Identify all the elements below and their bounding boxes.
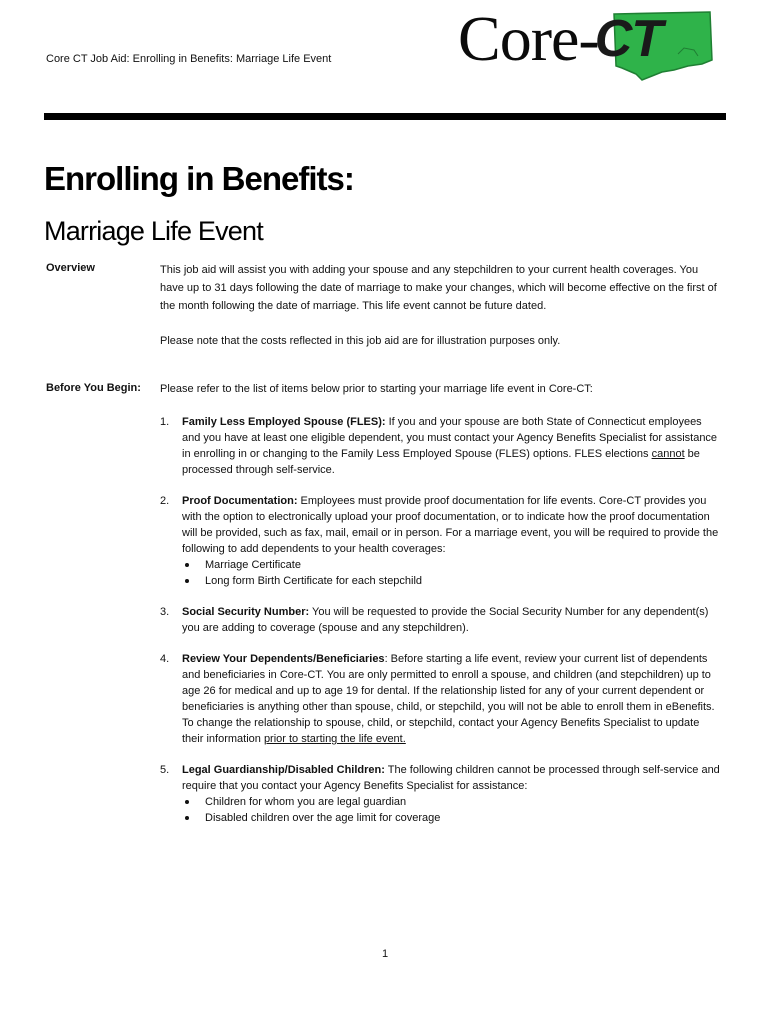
item-text: : Before starting a life event, review your current list of dependents and beneficiaries in Core-CT. You are only permitted to enroll a spouse, and children (and stepchildren) up to age 26 for medical and up to age 19 for dental. If the relationship listed for any of your current dependent or beneficiaries is anything other than spouse, child, or stepchild, you will not be able to enroll them in eBenefits. To change the relationship to spouse, child, or stepchild, contact your Agency Benefits Specialist to update their information: [182, 653, 715, 745]
document-header-title: Core CT Job Aid: Enrolling in Benefits: Marriage Life Event: [46, 53, 332, 65]
item-title: Legal Guardianship/Disabled Children:: [182, 764, 385, 776]
list-item: [160, 762, 720, 826]
bullet-item: Disabled children over the age limit for coverage: [182, 810, 720, 826]
item-title: Family Less Employed Spouse (FLES):: [182, 416, 386, 428]
item-emphasis: cannot: [651, 448, 685, 460]
list-item: [160, 604, 720, 636]
header-divider: [44, 113, 726, 120]
logo-wordmark: Core-CT: [458, 3, 663, 74]
core-ct-logo: [458, 4, 720, 88]
item-title: Social Security Number:: [182, 606, 310, 618]
overview-label: Overview: [46, 262, 95, 274]
list-item: [160, 651, 720, 747]
list-item: [160, 493, 720, 589]
bullet-list: [182, 557, 720, 589]
before-you-begin-label: Before You Begin:: [46, 382, 141, 394]
item-title: Proof Documentation:: [182, 495, 298, 507]
item-number: 4.: [160, 653, 170, 665]
item-text: You will be requested to provide the Social Security Number for any dependent(s) you are adding to coverage (spouse and any stepchildren).: [182, 606, 709, 634]
item-number: 1.: [160, 416, 170, 428]
list-item: [160, 414, 720, 478]
item-title: Review Your Dependents/Beneficiaries: [182, 653, 385, 665]
item-number: 2.: [160, 495, 170, 507]
overview-note: Please note that the costs reflected in this job aid are for illustration purposes only.: [160, 335, 561, 347]
bullet-item: Children for whom you are legal guardian: [182, 794, 720, 810]
overview-paragraph: This job aid will assist you with adding your spouse and any stepchildren to your current health coverages. You have up to 31 days following the date of marriage to make your changes, which will become effective on the first of the month following the date of marriage. This life event cannot be future dated.: [160, 264, 717, 312]
bullet-item: Marriage Certificate: [182, 557, 720, 573]
page-number: 1: [381, 948, 389, 960]
item-text: The following children cannot be processed through self-service and require that you contact your Agency Benefits Specialist for assistance:: [182, 764, 720, 792]
page-subtitle: Marriage Life Event: [44, 216, 263, 246]
before-you-begin-intro: Please refer to the list of items below prior to starting your marriage life event in Core-CT:: [160, 383, 593, 395]
item-number: 5.: [160, 764, 170, 776]
prerequisite-list: [160, 414, 720, 841]
item-text: Employees must provide proof documentation for life events. Core-CT provides you with the option to electronically upload your proof documentation, or to indicate how the proof documentation will be provided, such as fax, mail, email or in person. For a marriage event, you will be required to provide the following to add dependents to your health coverages:: [182, 495, 719, 555]
bullet-item: Long form Birth Certificate for each stepchild: [182, 573, 720, 589]
page-title: Enrolling in Benefits:: [44, 160, 354, 197]
item-text-after: be processed through self-service.: [182, 448, 700, 476]
item-text: If you and your spouse are both State of Connecticut employees and you have at least one eligible dependent, you must contact your Agency Benefits Specialist for assistance in enrolling in or changing to the Family Less Employed Spouse (FLES) options. FLES elections: [182, 416, 718, 460]
item-number: 3.: [160, 606, 170, 618]
bullet-list: [182, 794, 720, 826]
item-emphasis: prior to starting the life event.: [263, 733, 406, 745]
